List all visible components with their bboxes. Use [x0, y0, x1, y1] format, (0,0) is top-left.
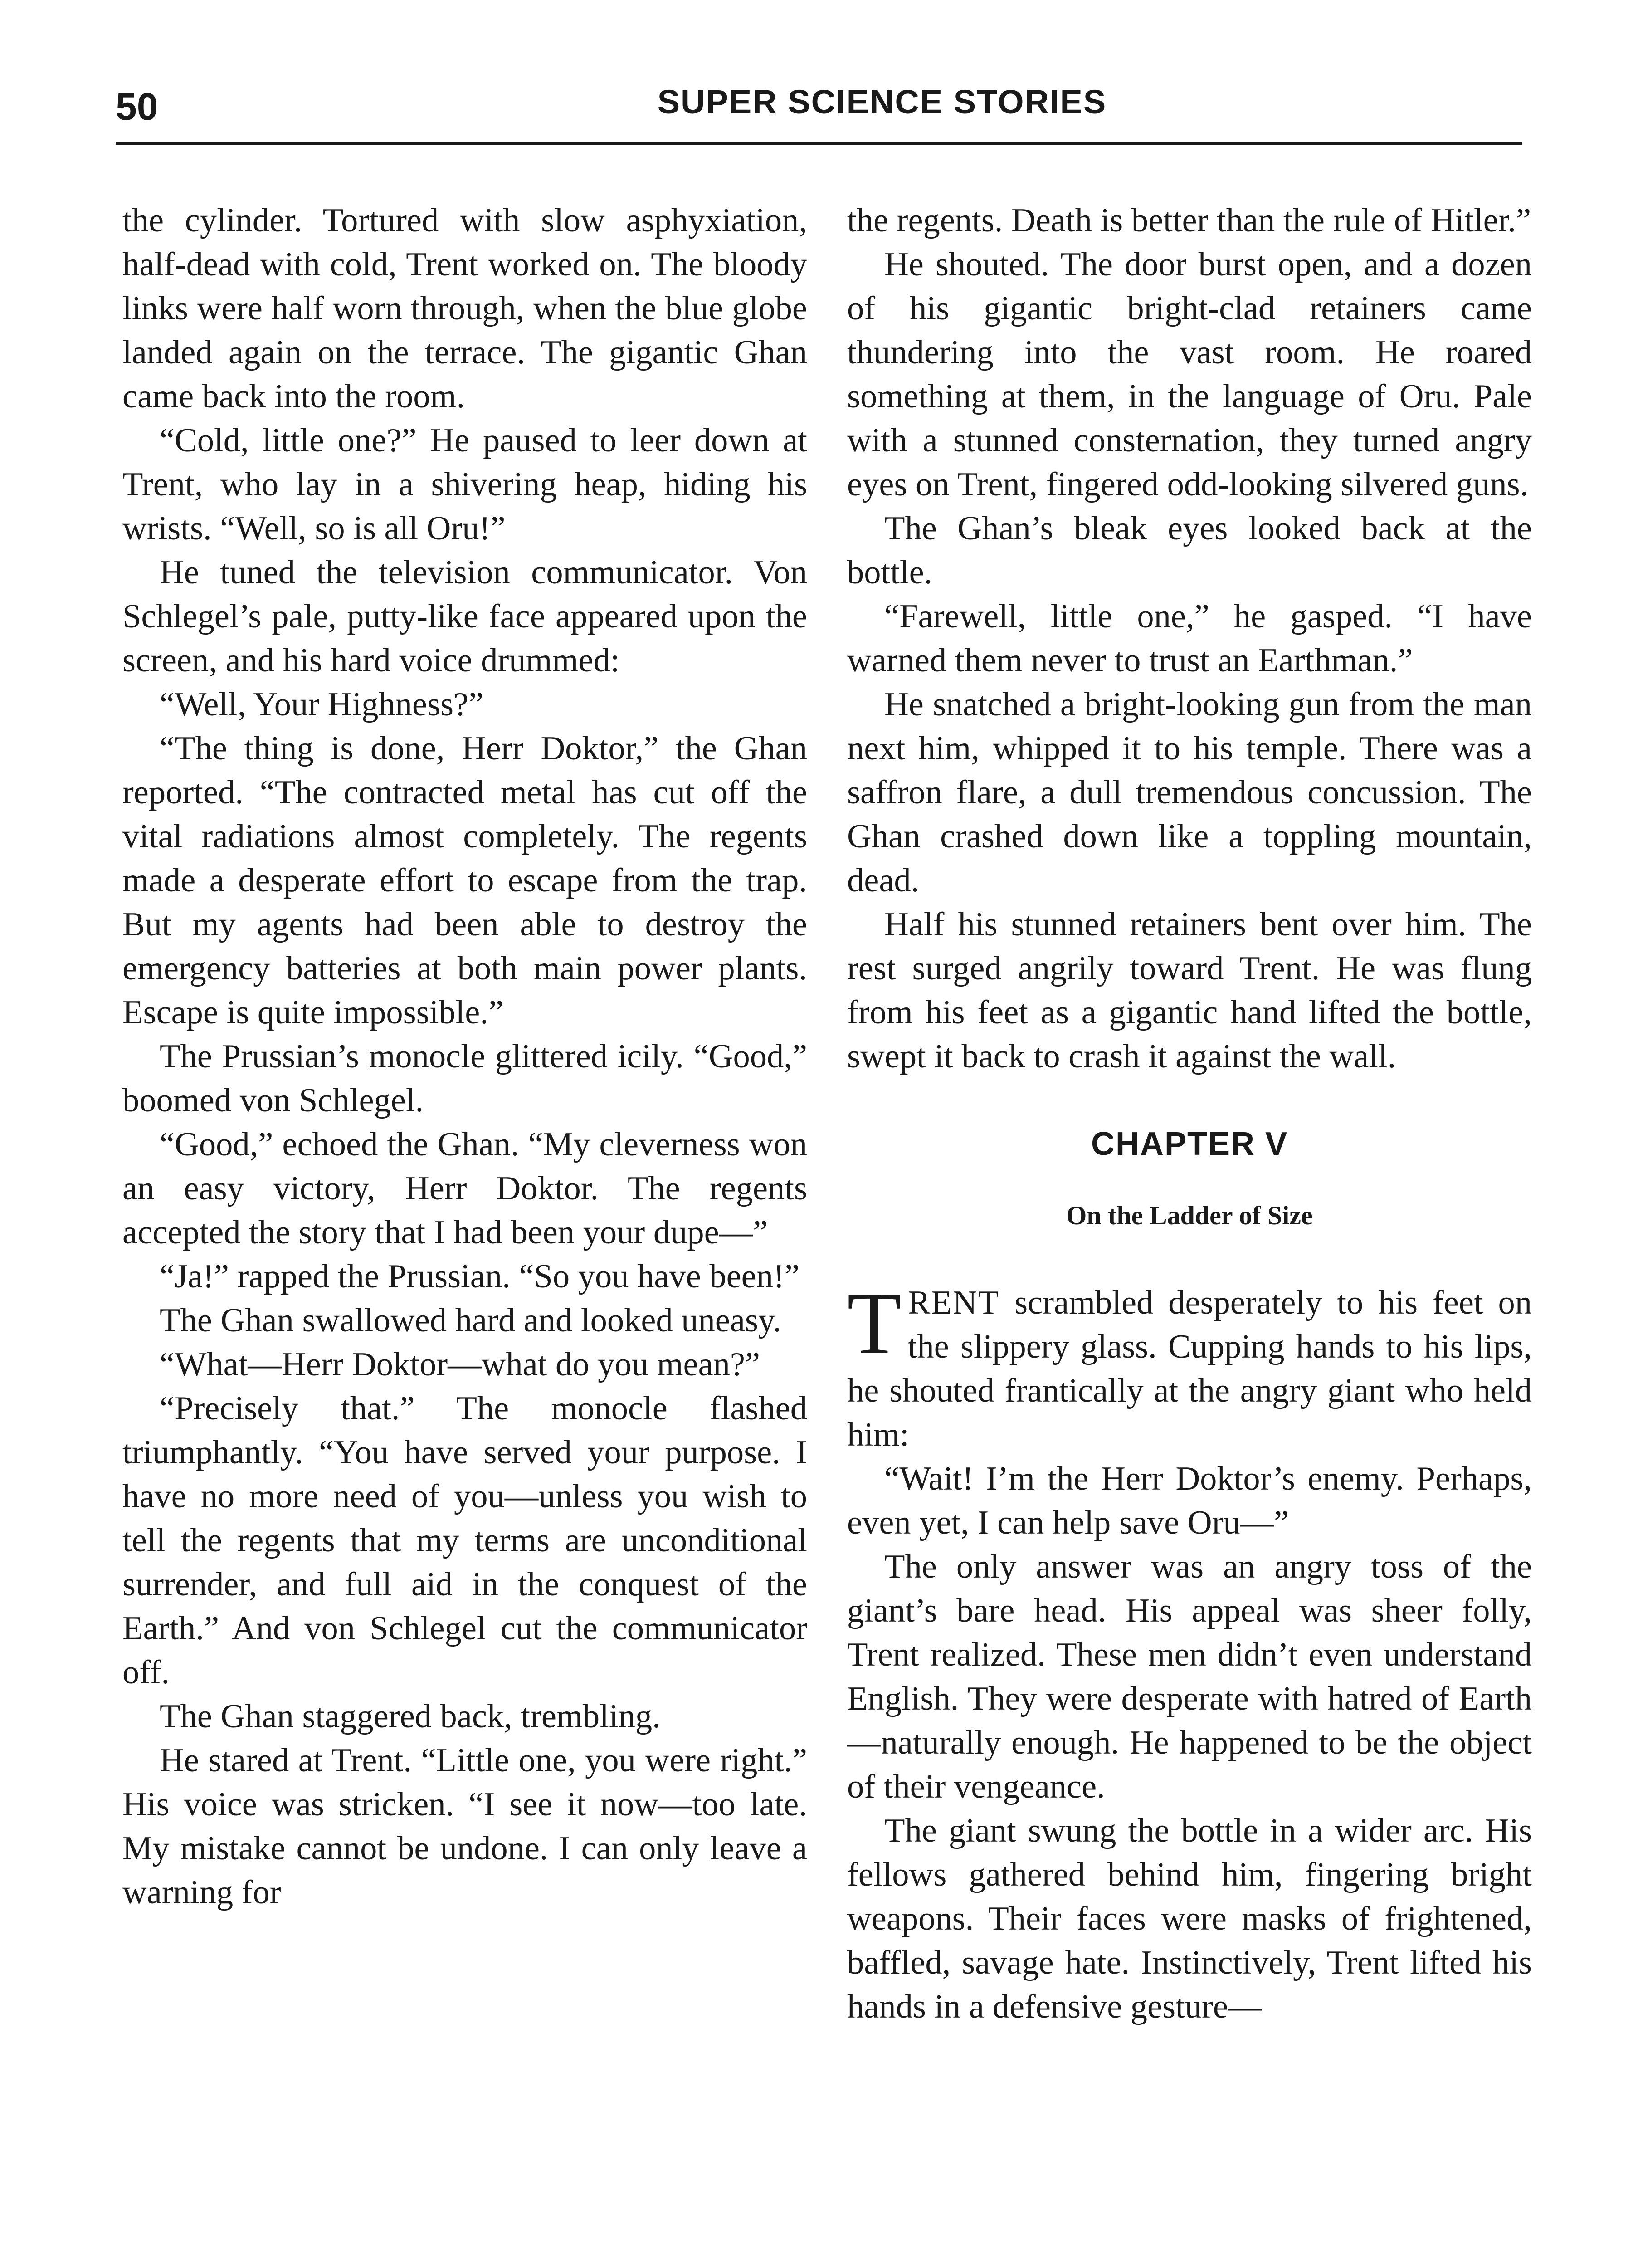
paragraph: The Ghan staggered back, trembling.: [160, 1698, 661, 1735]
paragraph: “Good,” echoed the Ghan. “My cleverness won an easy victory, Herr Doktor. The regents accepted the story that I had been your dupe—”: [122, 1126, 807, 1251]
paragraph: The Ghan swallowed hard and looked uneasy.: [160, 1302, 781, 1339]
opening-paragraph: [847, 1274, 1532, 1457]
paragraph: He snatched a bright-looking gun from the man next him, whipped it to his temple. There was a saffron flare, a dull tremendous concussion. The Ghan crashed down like a toppling mountain, dead.: [847, 686, 1532, 899]
page-number: 50: [116, 85, 158, 128]
left-column: [122, 199, 807, 1915]
paragraph: The only answer was an angry toss of the giant’s bare head. His appeal was sheer folly, Trent realized. These men didn’t even understand English. They were desperate with hatred of Earth—naturally enough. He happened to be the object of their vengeance.: [847, 1548, 1532, 1805]
paragraph: The giant swung the bottle in a wider arc. His fellows gathered behind him, fingering bright weapons. Their faces were masks of frightened, baffled, savage hate. Instinctively, Trent lifted his hands in a defensive gesture—: [847, 1812, 1532, 2025]
paragraph: “The thing is done, Herr Doktor,” the Ghan reported. “The contracted metal has cut off the vital radiations almost completely. The regents made a desperate effort to escape from the trap. But my agents had been able to destroy the emergency batteries at both main power plants. Escape is quite impossible.”: [122, 730, 807, 1031]
header-rule: [116, 142, 1522, 145]
drop-cap: T: [847, 1274, 902, 1373]
paragraph: “Farewell, little one,” he gasped. “I have warned them never to trust an Earthman.”: [847, 598, 1532, 679]
paragraph: “What—Herr Doktor—what do you mean?”: [160, 1346, 760, 1383]
paragraph: He tuned the television communicator. Von Schlegel’s pale, putty-like face appeared upon the screen, and his hard voice drummed:: [122, 554, 807, 679]
paragraph: The Ghan’s bleak eyes looked back at the bottle.: [847, 510, 1532, 591]
chapter-title: CHAPTER V: [1091, 1126, 1288, 1162]
chapter-subtitle: On the Ladder of Size: [1066, 1201, 1313, 1230]
page-header: [116, 79, 1522, 152]
opening-text: scrambled desperately to his feet on the slippery glass. Cupping hands to his lips, he shouted frantically at the angry giant who held him:: [847, 1284, 1532, 1453]
paragraph: “Precisely that.” The monocle flashed triumphantly. “You have served your purpose. I have no more need of you—unless you wish to tell the regents that my terms are unconditional surrender, and full aid in the conquest of the Earth.” And von Schlegel cut the communicator off.: [122, 1390, 807, 1691]
paragraph: the regents. Death is better than the rule of Hitler.”: [847, 202, 1531, 239]
right-column: [847, 199, 1532, 2029]
paragraph: “Cold, little one?” He paused to leer down at Trent, who lay in a shivering heap, hiding his wrists. “Well, so is all Oru!”: [122, 422, 807, 547]
paragraph: Half his stunned retainers bent over him. The rest surged angrily toward Trent. He was flung from his feet as a gigantic hand lifted the bottle, swept it back to crash it against the wall.: [847, 906, 1532, 1075]
paragraph: The Prussian’s monocle glittered icily. “Good,” boomed von Schlegel.: [122, 1038, 807, 1119]
paragraph: He stared at Trent. “Little one, you were right.” His voice was stricken. “I see it now—too late. My mistake cannot be undone. I can only leave a warning for: [122, 1742, 807, 1911]
paragraph: He shouted. The door burst open, and a dozen of his gigantic bright-clad retainers came thundering into the vast room. He roared something at them, in the language of Oru. Pale with a stunned consternation, they turned angry eyes on Trent, fingered odd-looking silvered guns.: [847, 246, 1532, 503]
paragraph: the cylinder. Tortured with slow asphyxiation, half-dead with cold, Trent worked on. The bloody links were half worn through, when the blue globe landed again on the terrace. The gigantic Ghan came back into the room.: [122, 202, 807, 415]
paragraph: “Wait! I’m the Herr Doktor’s enemy. Perhaps, even yet, I can help save Oru—”: [847, 1460, 1532, 1541]
paragraph: “Ja!” rapped the Prussian. “So you have been!”: [160, 1258, 800, 1295]
running-head: SUPER SCIENCE STORIES: [657, 83, 1107, 121]
opening-word: RENT: [907, 1284, 1000, 1321]
paragraph: “Well, Your Highness?”: [160, 686, 484, 723]
